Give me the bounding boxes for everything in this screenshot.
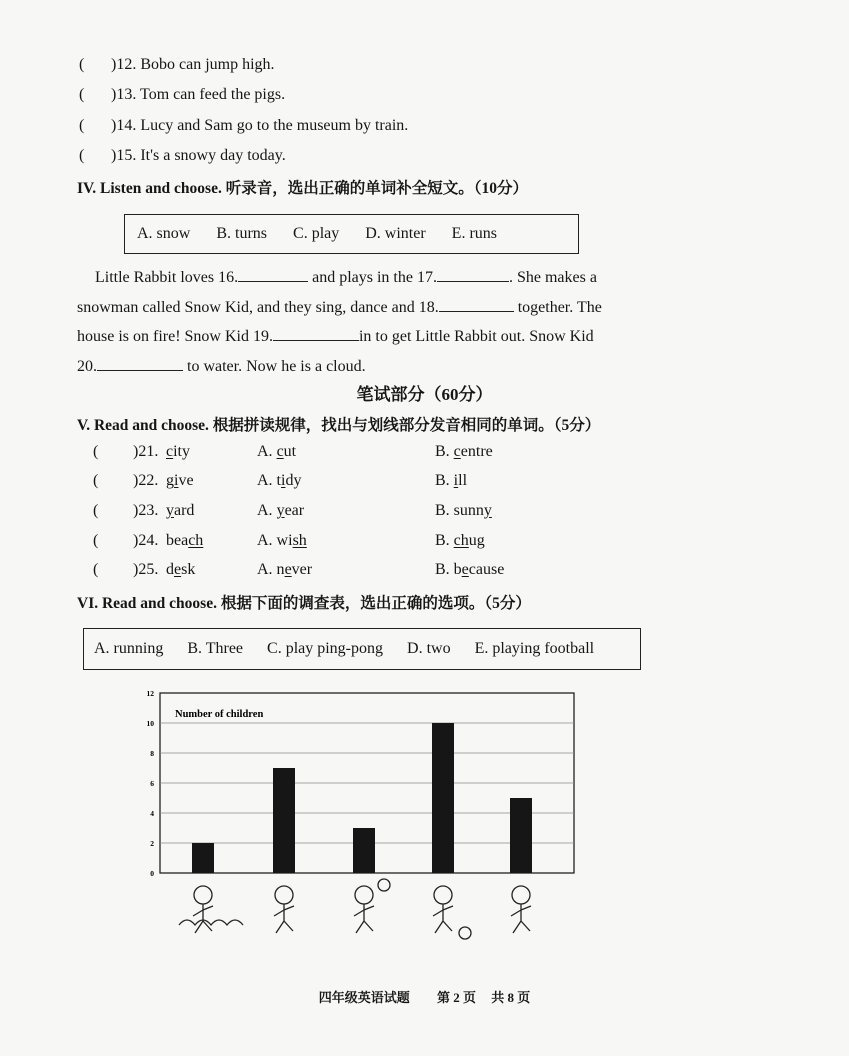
bar-football [432,723,454,873]
survey-option: C. play ping-pong [267,640,384,657]
question-text: Bobo can jump high. [140,56,275,73]
passage-line-1: Little Rabbit loves 16. and plays in the 17. . She makes a [95,269,597,286]
written-part-title: 笔试部分（60分） [356,385,493,404]
question-12: ( )12. Bobo can jump high. [79,56,275,73]
bar-basketball [353,828,375,873]
survey-option: A. running [94,640,164,657]
survey-option: E. playing football [474,640,595,657]
answer-paren[interactable]: ( [79,56,85,73]
answer-paren[interactable]: ( [93,443,99,460]
bar-running [510,798,532,873]
option-a: A. wish [257,532,307,549]
skating-figure-icon [179,886,243,933]
y-tick-label: 6 [150,779,154,788]
option-a: A. never [257,561,313,578]
y-tick-label: 4 [150,809,154,818]
y-tick-label: 2 [150,839,154,848]
option-b: B. because [435,561,505,578]
target-word: yard [166,502,195,519]
footer-total: 共 8 页 [491,990,531,1005]
bar-fishing [273,768,295,873]
footer-title: 四年级英语试题 [318,990,410,1005]
section-5-heading: V. Read and choose. 根据拼读规律，找出与划线部分发音相同的单词。（5分） [77,417,601,434]
option-a: A. tidy [257,472,302,489]
target-word: beach [166,532,204,549]
passage-line-3: house is on fire! Snow Kid 19. in to get Little Rabbit out. Snow Kid [77,328,594,345]
survey-option: D. two [407,640,451,657]
option-b: B. sunny [435,502,492,519]
question-text: Tom can feed the pigs. [140,86,286,103]
option-b: B. ill [435,472,468,489]
y-tick-label: 0 [150,869,154,878]
section-4-heading: IV. Listen and choose. 听录音，选出正确的单词补全短文。（10分） [77,180,528,197]
blank-16[interactable] [238,267,308,282]
word-option: E. runs [451,225,497,242]
chart-title: Number of children [175,709,264,720]
section-6-heading-cn: 根据下面的调查表，选出正确的选项。（5分） [220,595,531,612]
blank-18[interactable] [439,297,514,312]
question-number: )24. [133,532,159,549]
question-13: ( )13. Tom can feed the pigs. [79,86,286,103]
target-word: give [166,472,194,489]
survey-bar-chart [0,690,849,950]
answer-paren[interactable]: ( [93,532,99,549]
passage-line-2: snowman called Snow Kid, and they sing, dance and 18. together. The [77,299,602,316]
section-6-heading: VI. Read and choose. 根据下面的调查表，选出正确的选项。（5分） [77,595,531,612]
word-option: A. snow [137,225,191,242]
word-option: B. turns [216,225,268,242]
section-4-heading-cn: 听录音，选出正确的单词补全短文。（10分） [225,180,528,197]
passage-line-4: 20. to water. Now he is a cloud. [77,358,366,375]
y-tick-label: 12 [146,690,154,698]
answer-paren[interactable]: ( [79,86,85,103]
survey-options-box [83,628,641,670]
target-word: desk [166,561,196,578]
survey-option: B. Three [187,640,244,657]
answer-paren[interactable]: ( [79,117,85,134]
question-number: )25. [133,561,159,578]
question-text: It's a snowy day today. [140,147,286,164]
question-number: )23. [133,502,159,519]
option-b: B. centre [435,443,493,460]
word-bank-box [124,214,579,254]
page-footer [0,987,849,1006]
football-figure-icon [433,886,471,939]
section-5-heading-cn: 根据拼读规律，找出与划线部分发音相同的单词。（5分） [212,417,601,434]
footer-page: 第 2 页 [436,990,476,1005]
bar-skating [192,843,214,873]
answer-paren[interactable]: ( [93,472,99,489]
word-option: D. winter [365,225,426,242]
running-figure-icon [511,886,531,933]
option-a: A. cut [257,443,297,460]
target-word: city [166,443,190,460]
fishing-figure-icon [274,886,294,933]
blank-17[interactable] [437,267,509,282]
question-text: Lucy and Sam go to the museum by train. [140,117,409,134]
question-number: )21. [133,443,159,460]
answer-paren[interactable]: ( [79,147,85,164]
y-tick-label: 10 [146,719,154,728]
basketball-figure-icon [354,879,390,933]
answer-paren[interactable]: ( [93,561,99,578]
option-a: A. year [257,502,305,519]
question-number: )22. [133,472,159,489]
word-option: C. play [293,225,340,242]
question-14: ( )14. Lucy and Sam go to the museum by train. [79,117,409,134]
option-b: B. chug [435,532,485,549]
blank-19[interactable] [273,326,359,341]
blank-20[interactable] [97,356,183,371]
y-tick-label: 8 [150,749,154,758]
answer-paren[interactable]: ( [93,502,99,519]
question-15: ( )15. It's a snowy day today. [79,147,286,164]
